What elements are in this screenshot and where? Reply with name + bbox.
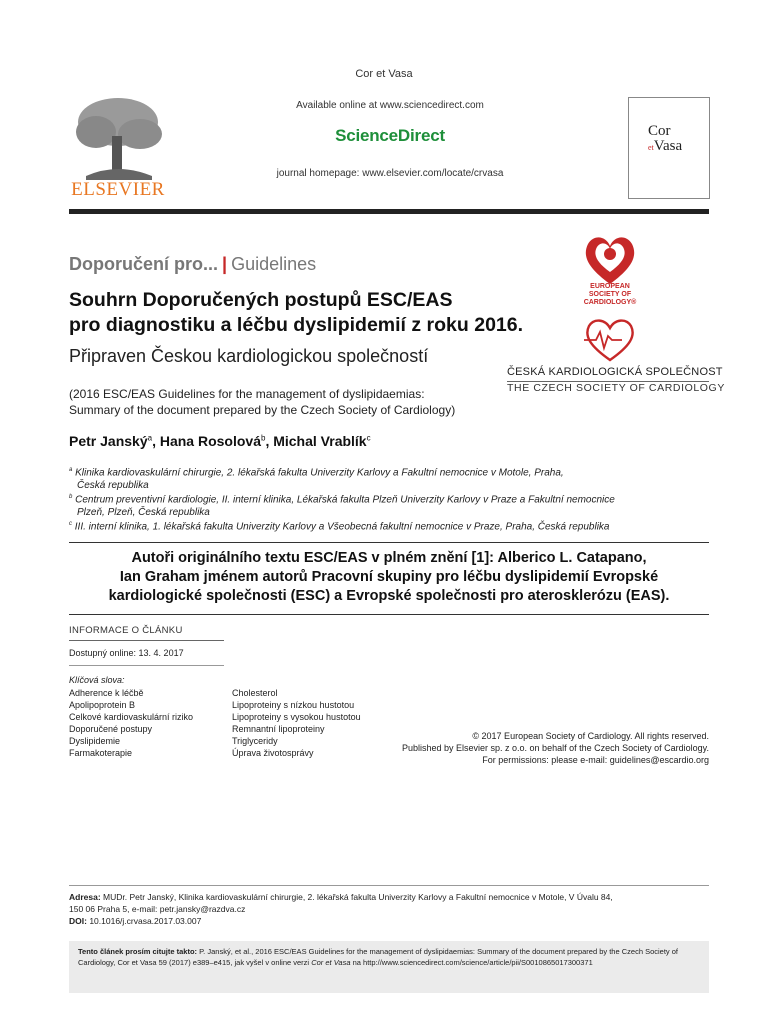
keyword: Triglyceridy	[232, 736, 278, 746]
divider	[69, 665, 224, 666]
author-name[interactable]: Petr Janský	[69, 433, 148, 449]
keyword: Lipoproteiny s nízkou hustotou	[232, 700, 355, 710]
affiliation-text: Plzeň, Plzeň, Česká republika	[77, 507, 210, 519]
correspondence-address	[69, 891, 709, 927]
original-authors-line: Autoři originálního textu ESC/EAS v plném znění [1]: Alberico L. Catapano,	[131, 550, 647, 566]
author-sup: a	[147, 433, 153, 443]
copyright-line: For permissions: please e-mail: guidelines@escardio.org	[482, 755, 709, 765]
affiliation	[69, 518, 719, 533]
section-label-cz: Doporučení pro...	[69, 254, 219, 274]
keywords-label: Klíčová slova:	[69, 675, 125, 685]
section-label-en: Guidelines	[231, 254, 317, 274]
esc-wordmark	[570, 283, 650, 307]
cover-title	[648, 124, 682, 155]
divider	[69, 614, 709, 615]
citation-link[interactable]: na http://www.sciencedirect.com/science/article/pii/S0010865017300371	[350, 958, 593, 967]
keyword: Cholesterol	[232, 688, 278, 698]
author-sup: c	[366, 433, 371, 443]
author-name[interactable]: Hana Rosolová	[159, 433, 261, 449]
citation-text-part: Cardiology, Cor et Vasa 59 (2017) e389–e415, jak vyšel v online verzi	[78, 958, 312, 967]
copyright-line: © 2017 European Society of Cardiology. All rights reserved.	[472, 731, 709, 741]
citation-text-part: P. Janský, et al., 2016 ESC/EAS Guidelines for the management of dyslipidaemias: Summary of the document prepared by the Czech Society of	[197, 947, 679, 956]
title-line: Souhrn Doporučených postupů ESC/EAS	[69, 289, 453, 311]
keyword: Farmakoterapie	[69, 748, 133, 758]
affiliation	[69, 464, 719, 492]
section-label	[69, 254, 316, 275]
ckc-name: ČESKÁ KARDIOLOGICKÁ SPOLEČNOST	[507, 366, 723, 378]
sciencedirect-logo[interactable]: ScienceDirect	[335, 126, 445, 145]
author-list: Petr Janský$^a$, Hana Rosolová$^b$, Michal Vrablík$^c$	[69, 433, 371, 449]
affiliation-text: III. interní klinika, 1. lékařská fakulta Univerzity Karlovy a Všeobecná fakultní nemocnice v Praze, Praha, Česká republika	[74, 521, 610, 533]
available-online: Available online at www.sciencedirect.com	[296, 100, 484, 111]
esc-word: CARDIOLOGY®	[583, 299, 637, 306]
affiliation-sup: c	[69, 521, 72, 527]
original-authors-line: kardiologické společnosti (ESC) a Evropské společnosti pro aterosklerózu (EAS).	[108, 588, 670, 604]
doi-link[interactable]: 10.1016/j.crvasa.2017.03.007	[86, 916, 202, 926]
cover-title-mid: et	[648, 143, 654, 152]
original-title-line: Summary of the document prepared by the Czech Society of Cardiology)	[69, 403, 456, 417]
keyword: Adherence k léčbě	[69, 688, 144, 698]
original-authors-line: Ian Graham jménem autorů Pracovní skupiny pro léčbu dyslipidemií Evropské	[119, 569, 659, 585]
title-line: pro diagnostiku a léčbu dyslipidemií z roku 2016.	[69, 314, 524, 336]
address-label: Adresa:	[69, 892, 101, 902]
keywords-column	[69, 687, 193, 759]
affiliation-text: Centrum preventivní kardiologie, II. interní klinika, Lékařská fakulta Plzeň Univerzity Karlovy v Praze a Fakultní nemocnice	[75, 494, 615, 506]
affiliation-text: Klinika kardiovaskulární chirurgie, 2. lékařská fakulta Univerzity Karlovy a Fakultní nemocnice v Motole, Praha,	[75, 467, 564, 479]
header-rule	[69, 209, 709, 214]
cover-title-bottom: Vasa	[653, 138, 683, 154]
journal-name: Cor et Vasa	[355, 68, 413, 80]
journal-homepage[interactable]: journal homepage: www.elsevier.com/locate/crvasa	[276, 168, 504, 179]
keyword: Lipoproteiny s vysokou hustotou	[232, 712, 361, 722]
keywords-column	[232, 687, 361, 759]
online-date: Dostupný online: 13. 4. 2017	[69, 648, 184, 658]
affiliation-sup: a	[69, 467, 73, 473]
copyright-line: Published by Elsevier sp. z o.o. on behalf of the Czech Society of Cardiology.	[401, 743, 709, 753]
keyword: Remnantní lipoproteiny	[232, 724, 325, 734]
original-title	[69, 386, 529, 418]
original-authors	[69, 549, 709, 606]
ckc-name-en: THE CZECH SOCIETY OF CARDIOLOGY	[507, 382, 725, 394]
section-separator: |	[222, 254, 228, 274]
keyword: Apolipoprotein B	[69, 700, 136, 710]
copyright-notice	[380, 730, 709, 766]
affiliation-text: Česká republika	[77, 480, 149, 492]
original-title-line: (2016 ESC/EAS Guidelines for the management of dyslipidaemias:	[69, 387, 425, 401]
article-title	[69, 288, 569, 338]
keyword: Celkové kardiovaskulární riziko	[69, 712, 194, 722]
keyword: Úprava životosprávy	[232, 748, 314, 758]
article-info-heading: INFORMACE O ČLÁNKU	[69, 625, 183, 636]
elsevier-wordmark: ELSEVIER	[71, 179, 165, 200]
address-text: MUDr. Petr Janský, Klinika kardiovaskulární chirurgie, 2. lékařská fakulta Univerzity Karlovy a Fakultní nemocnice v Motole, V Úvalu 84,	[100, 892, 613, 902]
divider	[69, 542, 709, 543]
address-text: 150 06 Praha 5, e-mail: petr.jansky@razdva.cz	[69, 904, 246, 914]
citation-journal: Cor et Vasa	[311, 958, 351, 967]
esc-heart-logo	[580, 232, 640, 286]
doi-label: DOI:	[69, 916, 87, 926]
author-sup: b	[260, 433, 266, 443]
keyword: Doporučené postupy	[69, 724, 153, 734]
esc-word: EUROPEAN	[590, 283, 630, 290]
affiliation	[69, 491, 719, 519]
citation-label: Tento článek prosím citujte takto:	[78, 947, 198, 956]
cover-title-top: Cor	[648, 123, 671, 139]
divider	[69, 885, 709, 886]
author-name[interactable]: Michal Vrablík	[273, 433, 367, 449]
esc-word: SOCIETY OF	[588, 291, 632, 298]
article-subtitle: Připraven Českou kardiologickou společností	[69, 346, 429, 366]
affiliation-sup: b	[69, 494, 73, 500]
citation-text	[78, 946, 700, 968]
keyword: Dyslipidemie	[69, 736, 121, 746]
ckc-heart-logo	[582, 316, 638, 362]
divider	[69, 640, 224, 641]
